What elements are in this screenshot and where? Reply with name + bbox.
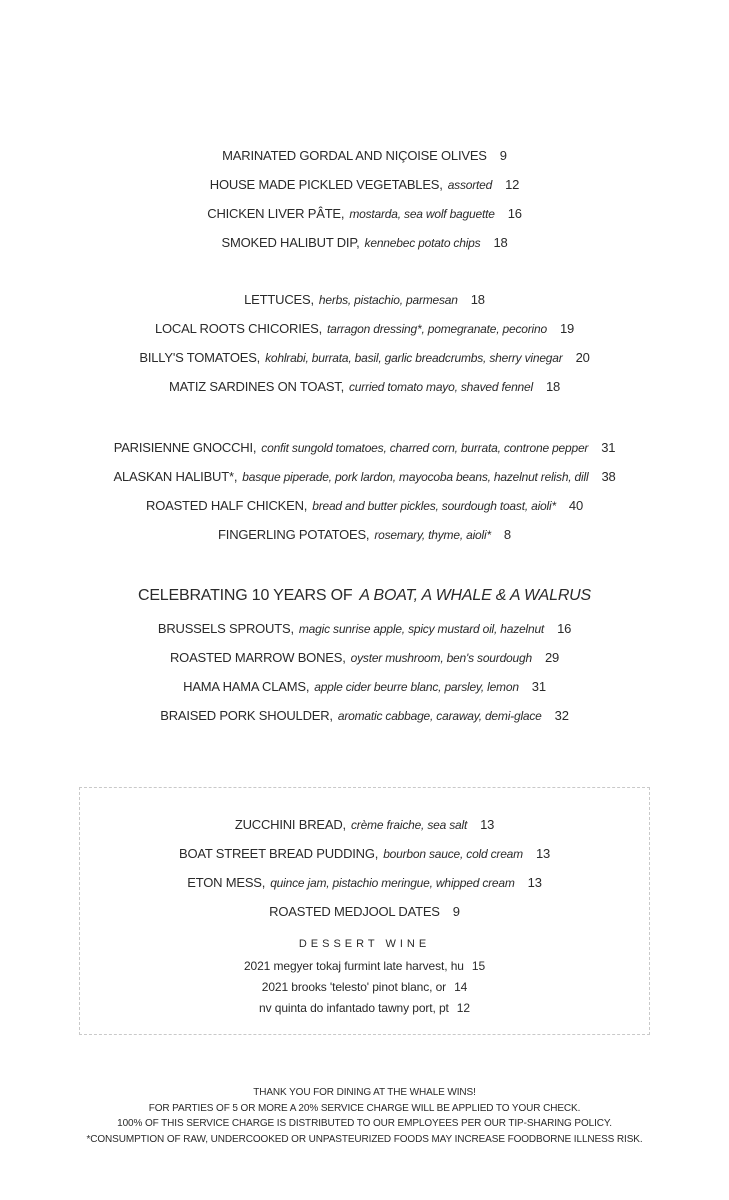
item-name: CHICKEN LIVER PÂTE, — [207, 206, 345, 221]
wine-price: 12 — [456, 1001, 470, 1015]
item-price: 9 — [499, 148, 507, 163]
item-description: bourbon sauce, cold cream — [383, 847, 523, 861]
item-name: ZUCCHINI BREAD, — [234, 817, 346, 832]
menu-item — [80, 839, 649, 868]
item-price: 13 — [535, 846, 551, 861]
wine-item — [80, 997, 649, 1018]
menu-item — [80, 897, 649, 926]
item-description: aromatic cabbage, caraway, demi-glace — [337, 709, 542, 723]
menu-item — [0, 701, 729, 730]
item-description: apple cider beurre blanc, parsley, lemon — [314, 680, 519, 694]
item-name: MARINATED GORDAL AND NIÇOISE OLIVES — [222, 148, 487, 163]
wine-item — [80, 955, 649, 976]
item-price: 13 — [480, 817, 495, 832]
item-description: bread and butter pickles, sourdough toast, aioli* — [312, 499, 556, 513]
menu-item — [0, 462, 729, 491]
item-name: ROASTED HALF CHICKEN, — [146, 498, 308, 513]
item-name: HOUSE MADE PICKLED VEGETABLES, — [209, 177, 443, 192]
item-name: ETON MESS, — [187, 875, 266, 890]
item-price: 16 — [557, 621, 572, 636]
menu-item — [0, 433, 729, 462]
menu-item — [0, 491, 729, 520]
item-description: confit sungold tomatoes, charred corn, burrata, controne pepper — [261, 441, 589, 455]
menu-item — [0, 228, 729, 257]
section-snacks — [0, 141, 729, 257]
item-description: herbs, pistachio, parmesan — [318, 293, 458, 307]
item-description: crème fraiche, sea salt — [350, 818, 468, 832]
wine-price: 14 — [454, 980, 468, 994]
wine-name: 2021 megyer tokaj furmint late harvest, hu — [243, 959, 464, 973]
item-name: ALASKAN HALIBUT*, — [113, 469, 238, 484]
item-description: curried tomato mayo, shaved fennel — [349, 380, 533, 394]
menu-item — [0, 285, 729, 314]
item-description: kohlrabi, burrata, basil, garlic breadcrumbs, sherry vinegar — [265, 351, 563, 365]
item-price: 38 — [601, 469, 616, 484]
section-anniversary — [0, 580, 729, 730]
menu-item — [0, 199, 729, 228]
item-name: BRAISED PORK SHOULDER, — [160, 708, 333, 723]
wine-item — [80, 976, 649, 997]
dessert-wine-heading: DESSERT WINE — [298, 938, 431, 950]
menu-item — [0, 141, 729, 170]
menu-item — [80, 810, 649, 839]
footer-consumption-warning: *CONSUMPTION OF RAW, UNDERCOOKED OR UNPASTEURIZED FOODS MAY INCREASE FOODBORNE ILLNESS RISK. — [86, 1133, 643, 1145]
item-price: 13 — [527, 875, 542, 890]
section-salads — [0, 285, 729, 401]
menu-item — [0, 314, 729, 343]
item-description: mostarda, sea wolf baguette — [349, 207, 495, 221]
anniversary-heading — [0, 580, 729, 612]
item-name: LETTUCES, — [244, 292, 314, 307]
item-name: ROASTED MARROW BONES, — [169, 650, 346, 665]
item-description: assorted — [447, 178, 493, 192]
wine-price: 15 — [471, 959, 486, 973]
item-name: ROASTED MEDJOOL DATES — [269, 904, 440, 919]
item-name: MATIZ SARDINES ON TOAST, — [168, 379, 344, 394]
item-name: HAMA HAMA CLAMS, — [183, 679, 310, 694]
menu-item — [0, 672, 729, 701]
item-description: tarragon dressing*, pomegranate, pecorino — [327, 322, 547, 336]
item-description: rosemary, thyme, aioli* — [374, 528, 491, 542]
section-mains — [0, 433, 729, 549]
wine-name: nv quinta do infantado tawny port, pt — [259, 1001, 449, 1015]
item-name: FINGERLING POTATOES, — [218, 527, 370, 542]
anniversary-heading-title: A BOAT, A WHALE & A WALRUS — [359, 587, 592, 604]
item-price: 32 — [554, 708, 569, 723]
menu-item — [0, 372, 729, 401]
menu-item — [0, 343, 729, 372]
item-description: quince jam, pistachio meringue, whipped cream — [270, 876, 515, 890]
item-description: basque piperade, pork lardon, mayocoba beans, hazelnut relish, dill — [242, 470, 589, 484]
item-price: 31 — [531, 679, 546, 694]
item-name: SMOKED HALIBUT DIP, — [221, 235, 360, 250]
menu-item — [80, 868, 649, 897]
item-price: 18 — [493, 235, 508, 250]
item-name: BRUSSELS SPROUTS, — [157, 621, 294, 636]
item-name: BILLY'S TOMATOES, — [139, 350, 261, 365]
wine-name: 2021 brooks 'telesto' pinot blanc, or — [261, 980, 447, 994]
item-price: 18 — [545, 379, 561, 394]
footer-notes — [0, 1085, 729, 1147]
menu-item — [0, 520, 729, 549]
item-name: PARISIENNE GNOCCHI, — [113, 440, 257, 455]
item-price: 29 — [544, 650, 560, 665]
item-price: 16 — [507, 206, 522, 221]
item-name: LOCAL ROOTS CHICORIES, — [154, 321, 323, 336]
item-price: 9 — [452, 904, 460, 919]
anniversary-heading-prefix: CELEBRATING 10 YEARS OF — [137, 587, 353, 604]
item-description: oyster mushroom, ben's sourdough — [350, 651, 532, 665]
anniversary-items — [0, 614, 729, 730]
item-description: kennebec potato chips — [364, 236, 481, 250]
item-price: 20 — [575, 350, 590, 365]
dessert-box — [79, 787, 650, 1035]
item-description: magic sunrise apple, spicy mustard oil, hazelnut — [298, 622, 545, 636]
footer-tip-sharing: 100% OF THIS SERVICE CHARGE IS DISTRIBUTED TO OUR EMPLOYEES PER OUR TIP-SHARING POLICY. — [117, 1118, 612, 1129]
item-price: 8 — [503, 527, 511, 542]
menu-item — [0, 614, 729, 643]
footer-service-charge: FOR PARTIES OF 5 OR MORE A 20% SERVICE CHARGE WILL BE APPLIED TO YOUR CHECK. — [148, 1102, 581, 1114]
menu-item — [0, 170, 729, 199]
item-name: BOAT STREET BREAD PUDDING, — [178, 846, 379, 861]
item-price: 40 — [568, 498, 583, 513]
item-price: 18 — [470, 292, 485, 307]
item-price: 12 — [505, 177, 520, 192]
footer-thank-you: THANK YOU FOR DINING AT THE WHALE WINS! — [253, 1087, 476, 1098]
item-price: 19 — [559, 321, 575, 336]
item-price: 31 — [601, 440, 616, 455]
menu-item — [0, 643, 729, 672]
